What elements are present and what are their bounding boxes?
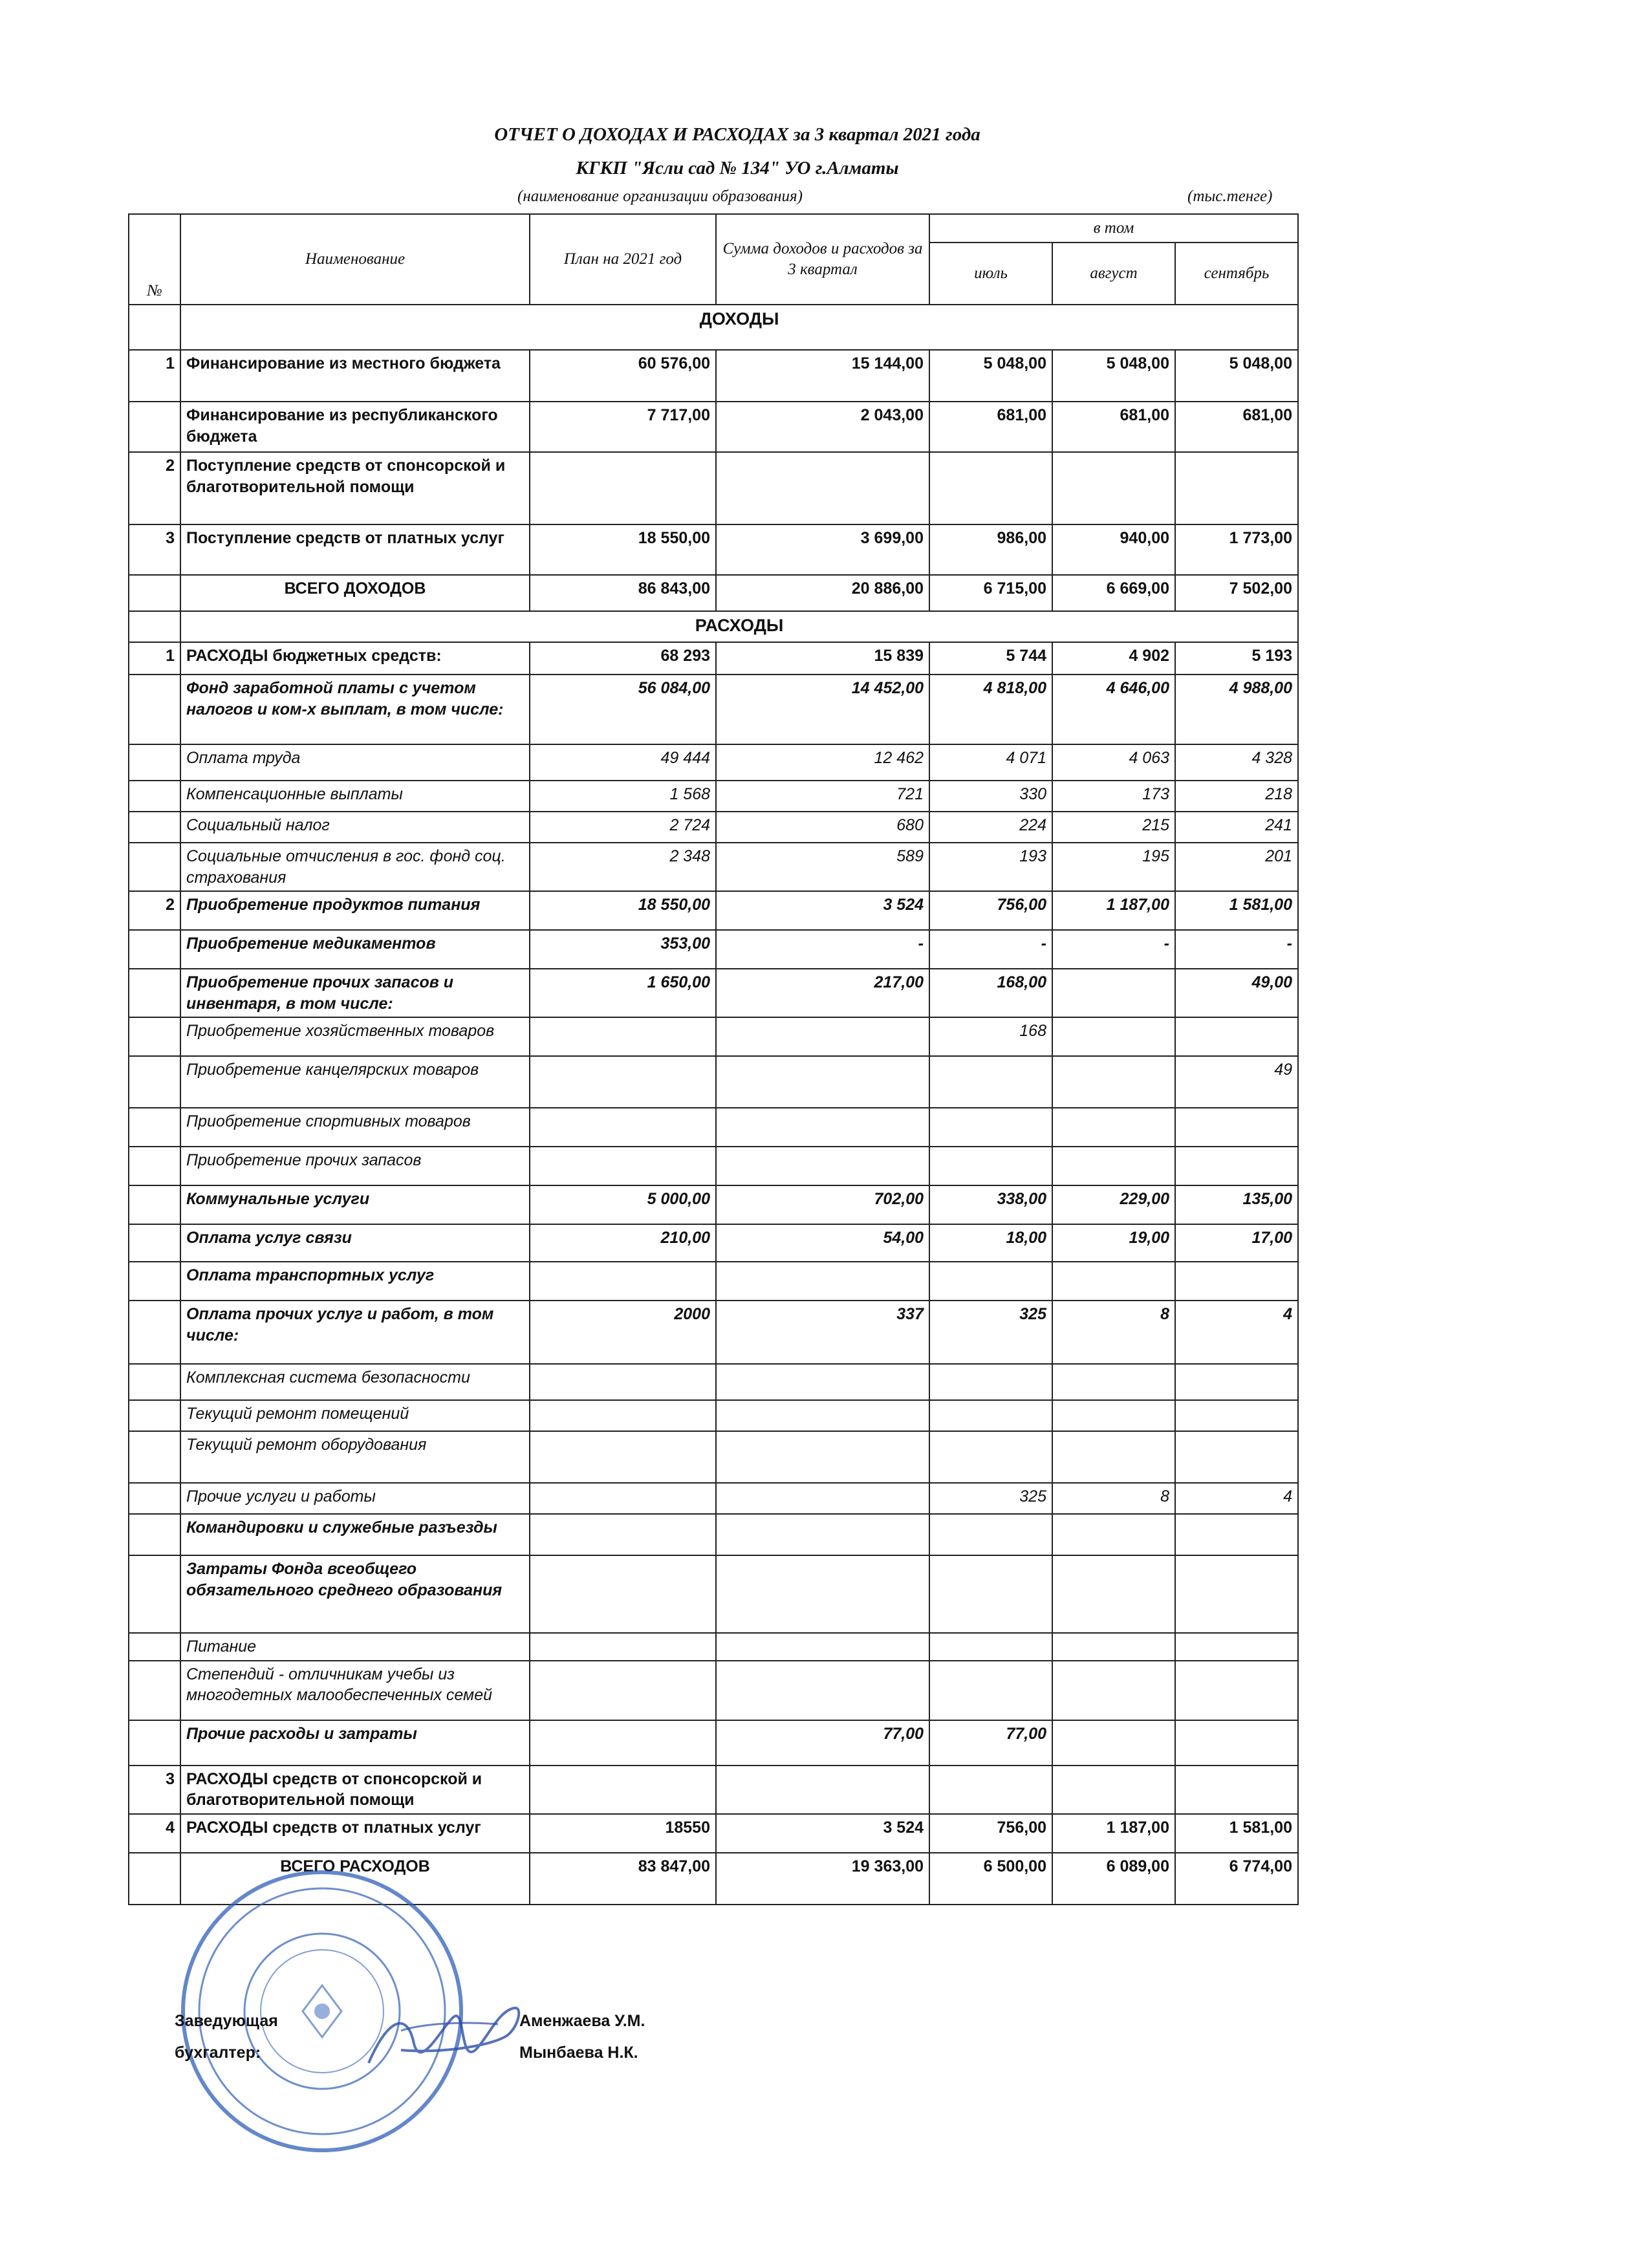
row-m1-value — [929, 1108, 1052, 1147]
row-m2-value — [1052, 1766, 1175, 1814]
row-plan-value — [530, 1364, 716, 1400]
row-m2-value — [1052, 1364, 1175, 1400]
total-m2-value: 6 669,00 — [1052, 575, 1175, 611]
row-plan-value — [530, 1720, 716, 1766]
row-m2-value: 5 048,00 — [1052, 350, 1175, 402]
row-m1-value — [929, 1766, 1052, 1814]
row-m3-value — [1175, 1514, 1298, 1555]
row-name: Приобретение медикаментов — [180, 930, 530, 969]
row-sum-value: 589 — [716, 843, 929, 891]
row-number — [129, 1720, 180, 1766]
row-sum-value — [716, 1483, 929, 1514]
row-m3-value: 5 048,00 — [1175, 350, 1298, 402]
income-section-header — [129, 305, 1298, 350]
row-number: 2 — [129, 891, 180, 930]
row-m3-value: 218 — [1175, 781, 1298, 812]
row-number — [129, 812, 180, 843]
row-m2-value — [1052, 1661, 1175, 1720]
col-month1-header: июль — [929, 243, 1052, 305]
row-sum-value: 3 699,00 — [716, 524, 929, 575]
row-sum-value — [716, 1108, 929, 1147]
row-plan-value — [530, 1555, 716, 1633]
row-plan-value: 18 550,00 — [530, 524, 716, 575]
row-plan-value — [530, 1108, 716, 1147]
row-plan-value — [530, 1766, 716, 1814]
row-m3-value: 1 773,00 — [1175, 524, 1298, 575]
row-number: 4 — [129, 1814, 180, 1853]
row-name: Приобретение прочих запасов и инвентаря, в том числе: — [180, 969, 530, 1017]
expense-row — [129, 1555, 1298, 1633]
expense-section-header — [129, 611, 1298, 642]
row-name: Поступление средств от спонсорской и благотворительной помощи — [180, 452, 530, 524]
row-m2-value — [1052, 1056, 1175, 1108]
row-m1-value: 4 818,00 — [929, 675, 1052, 744]
row-m2-value — [1052, 1720, 1175, 1766]
row-sum-value — [716, 1400, 929, 1431]
row-m3-value — [1175, 1108, 1298, 1147]
table-body — [129, 305, 1298, 1905]
expense-row — [129, 1400, 1298, 1431]
row-name: РАСХОДЫ средств от платных услуг — [180, 1814, 530, 1853]
row-m3-value: 1 581,00 — [1175, 891, 1298, 930]
row-m1-value: - — [929, 930, 1052, 969]
row-m1-value — [929, 1633, 1052, 1661]
row-name: Компенсационные выплаты — [180, 781, 530, 812]
row-m1-value: 756,00 — [929, 1814, 1052, 1853]
row-m1-value — [929, 1056, 1052, 1108]
expense-row — [129, 843, 1298, 891]
row-m2-value: 19,00 — [1052, 1224, 1175, 1262]
row-m2-value: 8 — [1052, 1301, 1175, 1364]
expense-row — [129, 642, 1298, 675]
row-plan-value — [530, 1017, 716, 1056]
row-m3-value: 5 193 — [1175, 642, 1298, 675]
row-m2-value: - — [1052, 930, 1175, 969]
row-m3-value — [1175, 452, 1298, 524]
total-m1-value: 6 715,00 — [929, 575, 1052, 611]
row-name: Питание — [180, 1633, 530, 1661]
handwritten-signature — [362, 1992, 530, 2082]
total-number-cell — [129, 575, 180, 611]
row-m2-value — [1052, 1108, 1175, 1147]
row-number: 1 — [129, 642, 180, 675]
row-number: 2 — [129, 452, 180, 524]
row-name: Прочие расходы и затраты — [180, 1720, 530, 1766]
row-m1-value: 986,00 — [929, 524, 1052, 575]
row-m2-value: 940,00 — [1052, 524, 1175, 575]
row-sum-value — [716, 1661, 929, 1720]
row-m3-value: 1 581,00 — [1175, 1814, 1298, 1853]
row-sum-value — [716, 1147, 929, 1185]
row-name: Приобретение хозяйственных товаров — [180, 1017, 530, 1056]
row-sum-value: 2 043,00 — [716, 402, 929, 452]
row-name: Комплексная система безопасности — [180, 1364, 530, 1400]
row-name: Социальные отчисления в гос. фонд соц. страхования — [180, 843, 530, 891]
row-plan-value: 56 084,00 — [530, 675, 716, 744]
row-m1-value: 224 — [929, 812, 1052, 843]
row-m1-value — [929, 1555, 1052, 1633]
row-m2-value: 4 646,00 — [1052, 675, 1175, 744]
row-m3-value — [1175, 1017, 1298, 1056]
row-m2-value: 229,00 — [1052, 1185, 1175, 1224]
expense-row — [129, 1720, 1298, 1766]
row-plan-value — [530, 1483, 716, 1514]
expense-row — [129, 1633, 1298, 1661]
total-m2-value: 6 089,00 — [1052, 1853, 1175, 1905]
row-m3-value: 201 — [1175, 843, 1298, 891]
expense-row — [129, 1185, 1298, 1224]
row-plan-value: 68 293 — [530, 642, 716, 675]
row-m2-value: 173 — [1052, 781, 1175, 812]
row-name: Прочие услуги и работы — [180, 1483, 530, 1514]
income-row — [129, 350, 1298, 402]
row-sum-value: 12 462 — [716, 744, 929, 781]
row-plan-value: 49 444 — [530, 744, 716, 781]
total-number-cell — [129, 1853, 180, 1905]
row-number: 1 — [129, 350, 180, 402]
row-name: РАСХОДЫ бюджетных средств: — [180, 642, 530, 675]
expense-row — [129, 1017, 1298, 1056]
row-m1-value — [929, 1514, 1052, 1555]
row-name: Приобретение спортивных товаров — [180, 1108, 530, 1147]
row-m1-value — [929, 1400, 1052, 1431]
row-name: Текущий ремонт оборудования — [180, 1431, 530, 1483]
row-plan-value — [530, 1262, 716, 1301]
signatory-role-accountant: бухгалтер: — [175, 2044, 261, 2062]
row-number — [129, 930, 180, 969]
expense-row — [129, 744, 1298, 781]
row-m1-value — [929, 1431, 1052, 1483]
row-sum-value: 3 524 — [716, 1814, 929, 1853]
row-m3-value: 4 988,00 — [1175, 675, 1298, 744]
row-sum-value — [716, 452, 929, 524]
row-plan-value — [530, 452, 716, 524]
row-name: Оплата транспортных услуг — [180, 1262, 530, 1301]
row-m2-value — [1052, 969, 1175, 1017]
row-name: Социальный налог — [180, 812, 530, 843]
expense-row — [129, 1431, 1298, 1483]
row-name: Фонд заработной платы с учетом налогов и ком-х выплат, в том числе: — [180, 675, 530, 744]
row-plan-value: 7 717,00 — [530, 402, 716, 452]
row-m2-value: 4 063 — [1052, 744, 1175, 781]
expense-row — [129, 1766, 1298, 1814]
income-total-row — [129, 575, 1298, 611]
col-month2-header: август — [1052, 243, 1175, 305]
row-m3-value: 4 328 — [1175, 744, 1298, 781]
row-m1-value — [929, 1661, 1052, 1720]
row-sum-value: 77,00 — [716, 1720, 929, 1766]
row-number — [129, 1555, 180, 1633]
row-m3-value — [1175, 1431, 1298, 1483]
expense-row — [129, 675, 1298, 744]
row-plan-value: 18550 — [530, 1814, 716, 1853]
row-number — [129, 1108, 180, 1147]
row-m1-value: 193 — [929, 843, 1052, 891]
row-number — [129, 1224, 180, 1262]
expense-row — [129, 1483, 1298, 1514]
row-name: Приобретение продуктов питания — [180, 891, 530, 930]
row-m1-value: 18,00 — [929, 1224, 1052, 1262]
row-name: Финансирование из республиканского бюджета — [180, 402, 530, 452]
row-m2-value — [1052, 1017, 1175, 1056]
row-m1-value — [929, 1147, 1052, 1185]
expense-row — [129, 1224, 1298, 1262]
row-name: Приобретение канцелярских товаров — [180, 1056, 530, 1108]
row-number — [129, 1262, 180, 1301]
signatory-name-accountant: Мынбаева Н.К. — [519, 2044, 638, 2062]
section-title: ДОХОДЫ — [180, 305, 1298, 350]
row-number — [129, 1431, 180, 1483]
row-m3-value: 241 — [1175, 812, 1298, 843]
expense-row — [129, 1661, 1298, 1720]
row-plan-value — [530, 1400, 716, 1431]
row-plan-value: 2 348 — [530, 843, 716, 891]
row-m1-value: 77,00 — [929, 1720, 1052, 1766]
row-number — [129, 969, 180, 1017]
row-name: Коммунальные услуги — [180, 1185, 530, 1224]
row-sum-value: 54,00 — [716, 1224, 929, 1262]
row-plan-value: 2000 — [530, 1301, 716, 1364]
row-m2-value: 215 — [1052, 812, 1175, 843]
row-name: Оплата прочих услуг и работ, в том числе: — [180, 1301, 530, 1364]
row-sum-value: 217,00 — [716, 969, 929, 1017]
row-m3-value — [1175, 1262, 1298, 1301]
row-number — [129, 1483, 180, 1514]
expense-row — [129, 969, 1298, 1017]
row-m2-value — [1052, 452, 1175, 524]
row-name: Степендий - отличникам учебы из многодетных малообеспеченных семей — [180, 1661, 530, 1720]
row-m3-value — [1175, 1400, 1298, 1431]
col-number-header: № — [129, 214, 180, 305]
total-m3-value: 7 502,00 — [1175, 575, 1298, 611]
row-m1-value: 168,00 — [929, 969, 1052, 1017]
row-m3-value — [1175, 1633, 1298, 1661]
total-plan-value: 83 847,00 — [530, 1853, 716, 1905]
total-plan-value: 86 843,00 — [530, 575, 716, 611]
row-plan-value — [530, 1633, 716, 1661]
row-sum-value — [716, 1514, 929, 1555]
row-plan-value: 2 724 — [530, 812, 716, 843]
expense-row — [129, 812, 1298, 843]
row-m3-value: 4 — [1175, 1483, 1298, 1514]
row-number — [129, 1301, 180, 1364]
row-m1-value — [929, 452, 1052, 524]
row-number — [129, 1661, 180, 1720]
col-plan-header: План на 2021 год — [530, 214, 716, 305]
expense-row — [129, 930, 1298, 969]
total-label: ВСЕГО РАСХОДОВ — [180, 1853, 530, 1905]
row-m2-value — [1052, 1555, 1175, 1633]
row-m3-value: 17,00 — [1175, 1224, 1298, 1262]
row-plan-value — [530, 1431, 716, 1483]
row-m1-value — [929, 1262, 1052, 1301]
row-m2-value: 4 902 — [1052, 642, 1175, 675]
row-number — [129, 781, 180, 812]
expense-row — [129, 1364, 1298, 1400]
row-plan-value: 353,00 — [530, 930, 716, 969]
row-number — [129, 402, 180, 452]
row-m2-value — [1052, 1514, 1175, 1555]
row-sum-value — [716, 1633, 929, 1661]
expense-row — [129, 1108, 1298, 1147]
row-m1-value: 5 744 — [929, 642, 1052, 675]
row-m1-value: 681,00 — [929, 402, 1052, 452]
col-name-header: Наименование — [180, 214, 530, 305]
col-sum-header: Сумма доходов и расходов за 3 квартал — [716, 214, 929, 305]
row-m2-value: 681,00 — [1052, 402, 1175, 452]
row-number: 3 — [129, 1766, 180, 1814]
row-name: Затраты Фонда всеобщего обязательного среднего образования — [180, 1555, 530, 1633]
expense-row — [129, 1814, 1298, 1853]
row-number — [129, 744, 180, 781]
row-m1-value: 168 — [929, 1017, 1052, 1056]
row-m3-value: 4 — [1175, 1301, 1298, 1364]
expense-row — [129, 781, 1298, 812]
row-m3-value — [1175, 1555, 1298, 1633]
row-m2-value — [1052, 1400, 1175, 1431]
organization-name: КГКП "Ясли сад № 134" УО г.Алматы — [576, 158, 899, 178]
row-m1-value: 330 — [929, 781, 1052, 812]
row-m1-value: 4 071 — [929, 744, 1052, 781]
row-sum-value — [716, 1364, 929, 1400]
income-row — [129, 452, 1298, 524]
row-sum-value: 721 — [716, 781, 929, 812]
row-m1-value — [929, 1364, 1052, 1400]
row-m1-value: 5 048,00 — [929, 350, 1052, 402]
row-number — [129, 675, 180, 744]
row-name: Оплата услуг связи — [180, 1224, 530, 1262]
row-name: РАСХОДЫ средств от спонсорской и благотворительной помощи — [180, 1766, 530, 1814]
row-number — [129, 1400, 180, 1431]
row-sum-value — [716, 1262, 929, 1301]
row-sum-value: 14 452,00 — [716, 675, 929, 744]
row-m3-value — [1175, 1147, 1298, 1185]
report-title: ОТЧЕТ О ДОХОДАХ И РАСХОДАХ за 3 квартал 2021 года — [494, 124, 980, 145]
row-name: Оплата труда — [180, 744, 530, 781]
table-header — [129, 214, 1298, 305]
row-m3-value: - — [1175, 930, 1298, 969]
row-number — [129, 1056, 180, 1108]
total-m3-value: 6 774,00 — [1175, 1853, 1298, 1905]
section-title: РАСХОДЫ — [180, 611, 1298, 642]
signatory-role-head: Заведующая — [175, 2012, 278, 2030]
row-number: 3 — [129, 524, 180, 575]
row-sum-value — [716, 1431, 929, 1483]
row-name: Финансирование из местного бюджета — [180, 350, 530, 402]
row-m2-value — [1052, 1147, 1175, 1185]
row-sum-value — [716, 1555, 929, 1633]
row-plan-value: 1 568 — [530, 781, 716, 812]
income-row — [129, 402, 1298, 452]
row-m1-value: 325 — [929, 1301, 1052, 1364]
row-m2-value: 1 187,00 — [1052, 891, 1175, 930]
row-m3-value — [1175, 1720, 1298, 1766]
row-m2-value: 1 187,00 — [1052, 1814, 1175, 1853]
row-sum-value: 680 — [716, 812, 929, 843]
section-number-cell — [129, 305, 180, 350]
row-number — [129, 843, 180, 891]
row-plan-value: 1 650,00 — [530, 969, 716, 1017]
row-m1-value: 325 — [929, 1483, 1052, 1514]
row-plan-value: 5 000,00 — [530, 1185, 716, 1224]
row-sum-value: 702,00 — [716, 1185, 929, 1224]
row-plan-value: 210,00 — [530, 1224, 716, 1262]
row-sum-value: 15 839 — [716, 642, 929, 675]
row-plan-value: 18 550,00 — [530, 891, 716, 930]
row-number — [129, 1514, 180, 1555]
row-plan-value — [530, 1147, 716, 1185]
row-m3-value: 135,00 — [1175, 1185, 1298, 1224]
expense-row — [129, 891, 1298, 930]
row-m3-value: 681,00 — [1175, 402, 1298, 452]
row-sum-value — [716, 1017, 929, 1056]
expense-row — [129, 1056, 1298, 1108]
row-number — [129, 1185, 180, 1224]
income-row — [129, 524, 1298, 575]
row-number — [129, 1147, 180, 1185]
row-number — [129, 1364, 180, 1400]
expense-row — [129, 1301, 1298, 1364]
total-sum-value: 19 363,00 — [716, 1853, 929, 1905]
row-m3-value — [1175, 1661, 1298, 1720]
row-sum-value — [716, 1056, 929, 1108]
expense-row — [129, 1514, 1298, 1555]
total-sum-value: 20 886,00 — [716, 575, 929, 611]
row-sum-value — [716, 1766, 929, 1814]
row-m1-value: 756,00 — [929, 891, 1052, 930]
row-m2-value: 8 — [1052, 1483, 1175, 1514]
row-m3-value: 49 — [1175, 1056, 1298, 1108]
col-incl-header: в том — [929, 214, 1298, 243]
row-m3-value — [1175, 1766, 1298, 1814]
row-plan-value: 60 576,00 — [530, 350, 716, 402]
row-m2-value — [1052, 1431, 1175, 1483]
row-name: Поступление средств от платных услуг — [180, 524, 530, 575]
row-m1-value: 338,00 — [929, 1185, 1052, 1224]
report-table — [128, 213, 1299, 1905]
row-name: Приобретение прочих запасов — [180, 1147, 530, 1185]
expense-row — [129, 1147, 1298, 1185]
row-m2-value: 195 — [1052, 843, 1175, 891]
row-sum-value: 337 — [716, 1301, 929, 1364]
row-sum-value: - — [716, 930, 929, 969]
row-m3-value: 49,00 — [1175, 969, 1298, 1017]
section-number-cell — [129, 611, 180, 642]
total-label: ВСЕГО ДОХОДОВ — [180, 575, 530, 611]
row-plan-value — [530, 1056, 716, 1108]
row-number — [129, 1017, 180, 1056]
row-sum-value: 15 144,00 — [716, 350, 929, 402]
row-sum-value: 3 524 — [716, 891, 929, 930]
organization-note: (наименование организации образования) — [517, 188, 803, 205]
row-m2-value — [1052, 1262, 1175, 1301]
row-plan-value — [530, 1661, 716, 1720]
units-note: (тыс.тенге) — [1187, 188, 1273, 205]
row-m2-value — [1052, 1633, 1175, 1661]
signatory-name-head: Аменжаева У.М. — [519, 2012, 645, 2030]
row-number — [129, 1633, 180, 1661]
expense-row — [129, 1262, 1298, 1301]
col-month3-header: сентябрь — [1175, 243, 1298, 305]
row-plan-value — [530, 1514, 716, 1555]
row-m3-value — [1175, 1364, 1298, 1400]
total-m1-value: 6 500,00 — [929, 1853, 1052, 1905]
row-name: Текущий ремонт помещений — [180, 1400, 530, 1431]
row-name: Командировки и служебные разъезды — [180, 1514, 530, 1555]
